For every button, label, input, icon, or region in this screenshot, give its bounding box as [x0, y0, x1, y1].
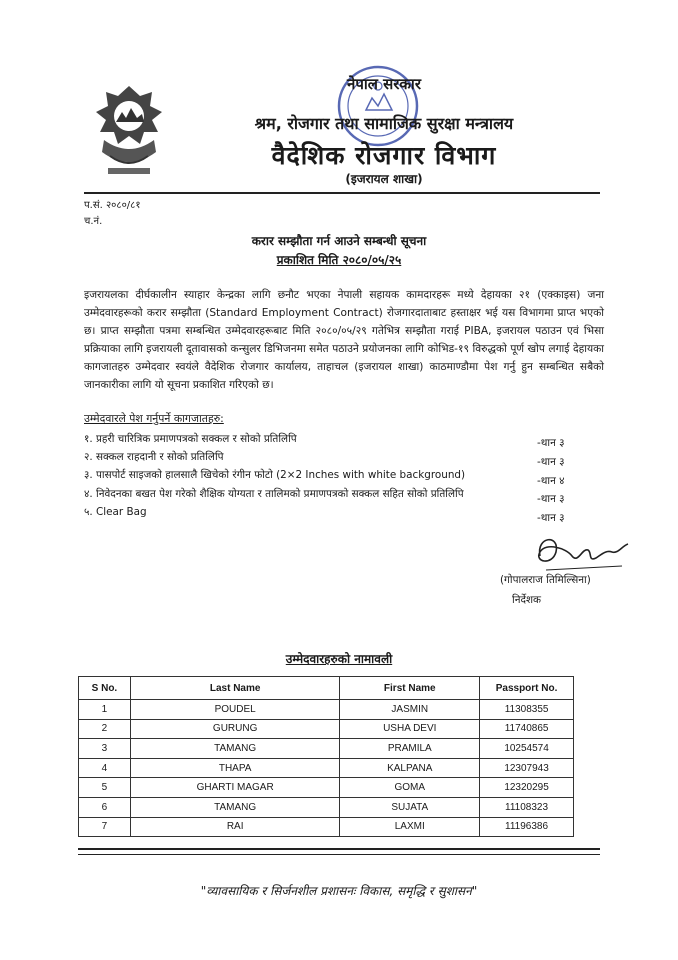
- signatory-title: निर्देशक: [512, 594, 542, 606]
- document-item: १. प्रहरी चारित्रिक प्रमाणपत्रको सक्कल र सोको प्रतिलिपि: [84, 433, 297, 445]
- table-row: [79, 778, 574, 798]
- table-cell: TAMANG: [130, 797, 340, 817]
- header-divider: [84, 192, 600, 194]
- table-cell: 11196386: [480, 817, 574, 837]
- table-row: [79, 719, 574, 739]
- table-cell: 4: [79, 758, 131, 778]
- column-header: S No.: [79, 677, 131, 700]
- table-cell: KALPANA: [340, 758, 480, 778]
- table-cell: 12320295: [480, 778, 574, 798]
- department-title: वैदेशिक रोजगार विभाग: [271, 141, 497, 170]
- table-cell: 12307943: [480, 758, 574, 778]
- table-cell: GURUNG: [130, 719, 340, 739]
- ministry-title: श्रम, रोजगार तथा सामाजिक सुरक्षा मन्त्रालय: [254, 114, 514, 133]
- reference-number: प.सं. २०८०/८१: [84, 200, 141, 211]
- document-item: २. सक्कल राहदानी र सोको प्रतिलिपि: [84, 451, 224, 463]
- table-cell: 11108323: [480, 797, 574, 817]
- table-cell: 2: [79, 719, 131, 739]
- table-row: [79, 758, 574, 778]
- government-title: नेपाल सरकार: [347, 75, 421, 93]
- branch-title: (इजरायल शाखा): [345, 172, 423, 186]
- document-item: ३. पासपोर्ट साइजको हालसालै खिचेको रंगीन फोटो (2×2 Inches with white background): [84, 469, 466, 481]
- published-date: [0, 251, 678, 268]
- signatory-name: (गोपालराज तिमिल्सिना): [500, 574, 591, 586]
- candidate-list-title: उम्मेदवारहरुको नामावली: [285, 652, 393, 666]
- table-cell: USHA DEVI: [340, 719, 480, 739]
- table-cell: LAXMI: [340, 817, 480, 837]
- document-quantity: -थान ३: [537, 456, 565, 468]
- dispatch-number: च.नं.: [84, 216, 103, 227]
- document-item: ५. Clear Bag: [84, 506, 147, 518]
- table-cell: 11740865: [480, 719, 574, 739]
- table-cell: THAPA: [130, 758, 340, 778]
- document-quantity: -थान ३: [537, 512, 565, 524]
- candidate-table: [78, 676, 574, 837]
- table-cell: 5: [79, 778, 131, 798]
- document-quantity: -थान ३: [537, 493, 565, 505]
- table-cell: GOMA: [340, 778, 480, 798]
- table-cell: 6: [79, 797, 131, 817]
- table-cell: 10254574: [480, 739, 574, 759]
- table-cell: TAMANG: [130, 739, 340, 759]
- table-row: [79, 817, 574, 837]
- table-row: [79, 797, 574, 817]
- footer-divider-thin: [78, 854, 600, 855]
- table-cell: 1: [79, 700, 131, 720]
- table-row: [79, 739, 574, 759]
- table-cell: JASMIN: [340, 700, 480, 720]
- table-cell: SUJATA: [340, 797, 480, 817]
- column-header: Last Name: [130, 677, 340, 700]
- document-quantity: -थान ३: [537, 437, 565, 449]
- table-cell: 11308355: [480, 700, 574, 720]
- footer-motto: "व्यावसायिक र सिर्जनशील प्रशासनः विकास, समृद्धि र सुशासन": [200, 884, 478, 898]
- table-cell: POUDEL: [130, 700, 340, 720]
- document-quantity: -थान ४: [537, 475, 565, 487]
- notice-title: करार सम्झौता गर्न आउने सम्बन्धी सूचना: [251, 234, 427, 248]
- document-item: ४. निवेदनका बखत पेश गरेको शैक्षिक योग्यता र तालिमको प्रमाणपत्रको सक्कल सहित सोको प्रतिलिपि: [84, 488, 464, 500]
- table-cell: RAI: [130, 817, 340, 837]
- table-header-row: [79, 677, 574, 700]
- column-header: Passport No.: [480, 677, 574, 700]
- table-cell: GHARTI MAGAR: [130, 778, 340, 798]
- published-date-text: प्रकाशित मिति २०८०/०५/२५: [276, 253, 402, 267]
- notice-body: इजरायलका दीर्घकालीन स्याहार केन्द्रका लागि छनौट भएका नेपाली सहायक कामदारहरू मध्ये देहायका २१ (एक्काइस) जना उम्मेदवारहरूको करार सम्झौता (Standard Employment Contract) रोजगारदाताबाट हस्ताक्षर भई यस विभागमा प्राप्त भएको छ। प्राप्त सम्झौता पत्रमा सम्बन्धित उम्मेदवारहरूबाट मिति २०८०/०५/२९ गतेभित्र सम्झौता गराई PIBA, इजरायल पठाउन एवं भिसा प्रक्रियाका लागि इजरायली दूतावासको कन्सुलर डिभिजनमा समेत पठाउने प्रयोजनका लागि कोभिड-१९ विरुद्धको पूर्ण खोप लगाई देहायका कागजातहरु उम्मेदवार स्वयंले वैदेशिक रोजगार कार्यालय, ताहाचल (इजरायल शाखा) काठमाण्डौमा पेश गर्नु हुन सम्बन्धित सबैको जानकारीका लागि यो सूचना प्रकाशित गरिएको छ।: [84, 289, 604, 391]
- column-header: First Name: [340, 677, 480, 700]
- documents-heading: उम्मेदवारले पेश गर्नुपर्ने कागजातहरु:: [84, 412, 224, 425]
- table-cell: 3: [79, 739, 131, 759]
- table-cell: PRAMILA: [340, 739, 480, 759]
- table-cell: 7: [79, 817, 131, 837]
- footer-divider: [78, 848, 600, 850]
- table-row: [79, 700, 574, 720]
